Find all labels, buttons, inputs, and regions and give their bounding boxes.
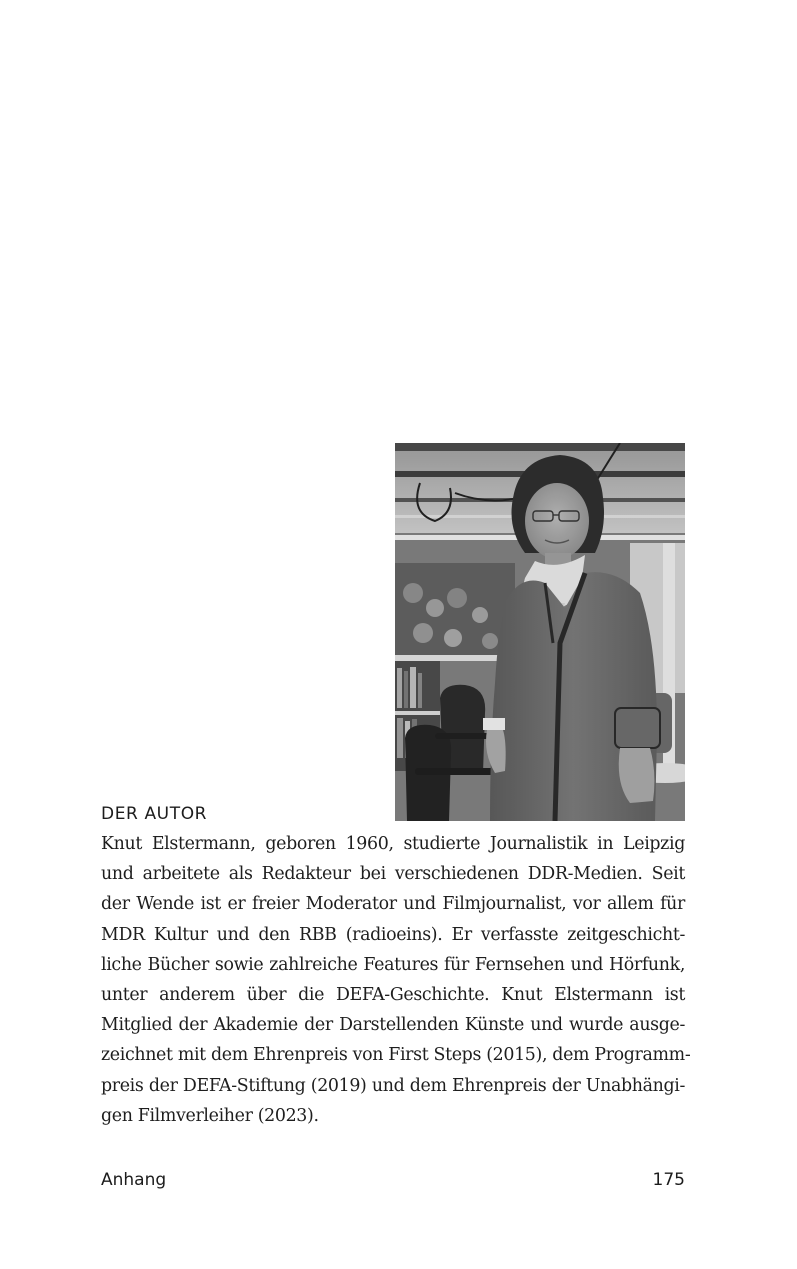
bio-line: Knut Elstermann, geboren 1960, studierte Journalistik in Leipzig	[101, 834, 685, 854]
author-photo	[395, 443, 685, 821]
bio-line: liche Bücher sowie zahlreiche Features für Fernsehen und Hörfunk,	[101, 954, 685, 975]
bio-line: gen Filmverleiher (2023).	[101, 1105, 319, 1126]
section-heading: DER AUTOR	[101, 804, 208, 824]
bio-line: und arbeitete als Redakteur bei verschiedenen DDR-Medien. Seit	[101, 864, 685, 885]
author-bio-paragraph	[101, 829, 691, 1131]
bio-line: zeichnet mit dem Ehrenpreis von First Steps (2015), dem Programm-	[101, 1045, 691, 1066]
bio-line: Mitglied der Akademie der Darstellenden Künste und wurde ausge-	[101, 1015, 685, 1036]
page-number: 175	[652, 1170, 685, 1190]
bio-line: unter anderem über die DEFA-Geschichte. Knut Elstermann ist	[101, 984, 685, 1005]
bio-line: der Wende ist er freier Moderator und Filmjournalist, vor allem für	[101, 894, 685, 915]
page-footer	[101, 1170, 685, 1190]
bio-line: preis der DEFA-Stiftung (2019) und dem Ehrenpreis der Unabhängi-	[101, 1075, 685, 1096]
author-portrait-photo-icon	[395, 443, 685, 821]
running-footer-section: Anhang	[101, 1170, 167, 1190]
bio-line: MDR Kultur und den RBB (radioeins). Er verfasste zeitgeschicht-	[101, 924, 685, 945]
